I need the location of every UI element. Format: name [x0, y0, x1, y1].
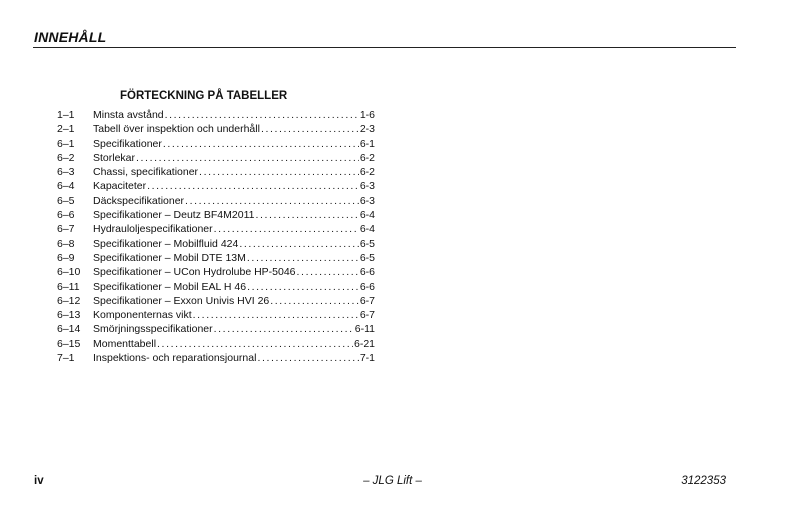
toc-entry-number: 6–6 [57, 209, 75, 222]
toc-entry-number: 6–15 [57, 337, 81, 350]
toc-entry-title: Inspektions- och reparationsjournal [93, 352, 257, 365]
toc-entry-page: 1-6 [359, 109, 375, 121]
toc-leader-dots [193, 308, 359, 322]
toc-entry-number: 6–9 [57, 251, 75, 264]
toc-entry-number: 6–3 [57, 166, 75, 179]
header-divider [33, 47, 736, 48]
toc-entry-title: Specifikationer – UCon Hydrolube HP-5046 [93, 266, 296, 279]
toc-entry-page: 6-2 [359, 151, 375, 164]
toc-entry-title: Momenttabell [93, 337, 157, 350]
toc-entry-title: Hydrauloljespecifikationer [93, 223, 213, 236]
toc-entry-page: 6-3 [359, 180, 375, 193]
toc-entry-number: 7–1 [57, 352, 75, 365]
toc-entry-title: Däckspecifikationer [93, 194, 185, 207]
toc-entry-number: 6–1 [57, 137, 75, 150]
toc-entry[interactable] [57, 237, 375, 251]
toc-leader-dots [147, 179, 359, 193]
footer-page-number: iv [34, 475, 44, 487]
toc-entry-page: 6-2 [359, 166, 375, 179]
toc-entry[interactable] [57, 351, 375, 365]
toc-entry[interactable] [57, 194, 375, 208]
toc-entry-number: 6–8 [57, 237, 75, 250]
toc-leader-dots [199, 165, 359, 179]
toc-entry[interactable] [57, 294, 375, 308]
toc-entry[interactable] [57, 137, 375, 151]
toc-leader-dots [136, 151, 359, 165]
toc-entry-title: Specifikationer [93, 137, 162, 150]
toc-entry-title: Tabell över inspektion och underhåll [93, 123, 260, 136]
toc-entry[interactable] [57, 208, 375, 222]
toc-leader-dots [214, 322, 354, 336]
toc-entry-page: 6-4 [359, 223, 375, 236]
toc-entry[interactable] [57, 265, 375, 279]
toc-entry-title: Specifikationer – Mobil DTE 13M [93, 251, 246, 264]
toc-entry[interactable] [57, 322, 375, 336]
toc-leader-dots [270, 294, 359, 308]
toc-entry-page: 6-7 [359, 309, 375, 322]
toc-entry-page: 6-1 [359, 137, 375, 150]
toc-entry-number: 6–7 [57, 223, 75, 236]
toc-leader-dots [247, 280, 359, 294]
footer-publisher: – JLG Lift – [363, 475, 422, 487]
toc-entry[interactable] [57, 108, 375, 122]
table-list [57, 108, 375, 365]
toc-entry-page: 6-7 [359, 294, 375, 307]
toc-entry[interactable] [57, 165, 375, 179]
toc-entry-title: Minsta avstånd [93, 109, 164, 121]
toc-entry-number: 6–13 [57, 309, 81, 322]
toc-leader-dots [257, 351, 358, 365]
toc-leader-dots [255, 208, 358, 222]
toc-entry-number: 1–1 [57, 109, 75, 121]
toc-leader-dots [185, 194, 359, 208]
toc-entry-number: 6–5 [57, 194, 75, 207]
toc-leader-dots [163, 137, 359, 151]
toc-entry-title: Chassi, specifikationer [93, 166, 199, 179]
toc-entry-page: 6-5 [359, 251, 375, 264]
toc-entry-number: 6–14 [57, 323, 81, 336]
toc-leader-dots [214, 222, 359, 236]
toc-entry-number: 6–4 [57, 180, 75, 193]
toc-entry[interactable] [57, 179, 375, 193]
toc-leader-dots [165, 108, 359, 122]
toc-leader-dots [239, 237, 358, 251]
toc-heading: FÖRTECKNING PÅ TABELLER [120, 90, 288, 102]
toc-entry-page: 7-1 [359, 352, 375, 365]
toc-entry-page: 6-3 [359, 194, 375, 207]
toc-entry-number: 6–2 [57, 151, 75, 164]
toc-leader-dots [297, 265, 359, 279]
toc-entry-title: Specifikationer – Deutz BF4M2011 [93, 209, 255, 222]
toc-entry-page: 6-5 [359, 237, 375, 250]
toc-entry-page: 6-4 [359, 209, 375, 222]
toc-leader-dots [261, 122, 359, 136]
footer-doc-number: 3122353 [681, 475, 726, 487]
toc-entry-page: 2-3 [359, 123, 375, 136]
toc-entry-title: Storlekar [93, 151, 136, 164]
toc-entry[interactable] [57, 222, 375, 236]
toc-entry[interactable] [57, 308, 375, 322]
toc-entry-page: 6-11 [354, 323, 375, 336]
toc-entry-number: 6–11 [57, 280, 80, 293]
toc-entry-title: Specifikationer – Mobilfluid 424 [93, 237, 239, 250]
toc-entry-number: 6–10 [57, 266, 81, 279]
toc-entry-title: Specifikationer – Exxon Univis HVI 26 [93, 294, 270, 307]
toc-entry-page: 6-21 [353, 337, 375, 350]
page-header-title: INNEHÅLL [34, 29, 107, 45]
toc-entry[interactable] [57, 337, 375, 351]
toc-entry-page: 6-6 [359, 280, 375, 293]
toc-entry[interactable] [57, 122, 375, 136]
toc-entry-number: 2–1 [57, 123, 75, 136]
toc-entry-number: 6–12 [57, 294, 81, 307]
toc-entry-title: Komponenternas vikt [93, 309, 192, 322]
toc-entry-title: Kapaciteter [93, 180, 147, 193]
toc-entry[interactable] [57, 251, 375, 265]
toc-entry[interactable] [57, 151, 375, 165]
toc-entry-title: Specifikationer – Mobil EAL H 46 [93, 280, 247, 293]
toc-entry-title: Smörjningsspecifikationer [93, 323, 213, 336]
toc-entry[interactable] [57, 280, 375, 294]
toc-leader-dots [157, 337, 353, 351]
toc-leader-dots [247, 251, 359, 265]
toc-entry-page: 6-6 [359, 266, 375, 279]
